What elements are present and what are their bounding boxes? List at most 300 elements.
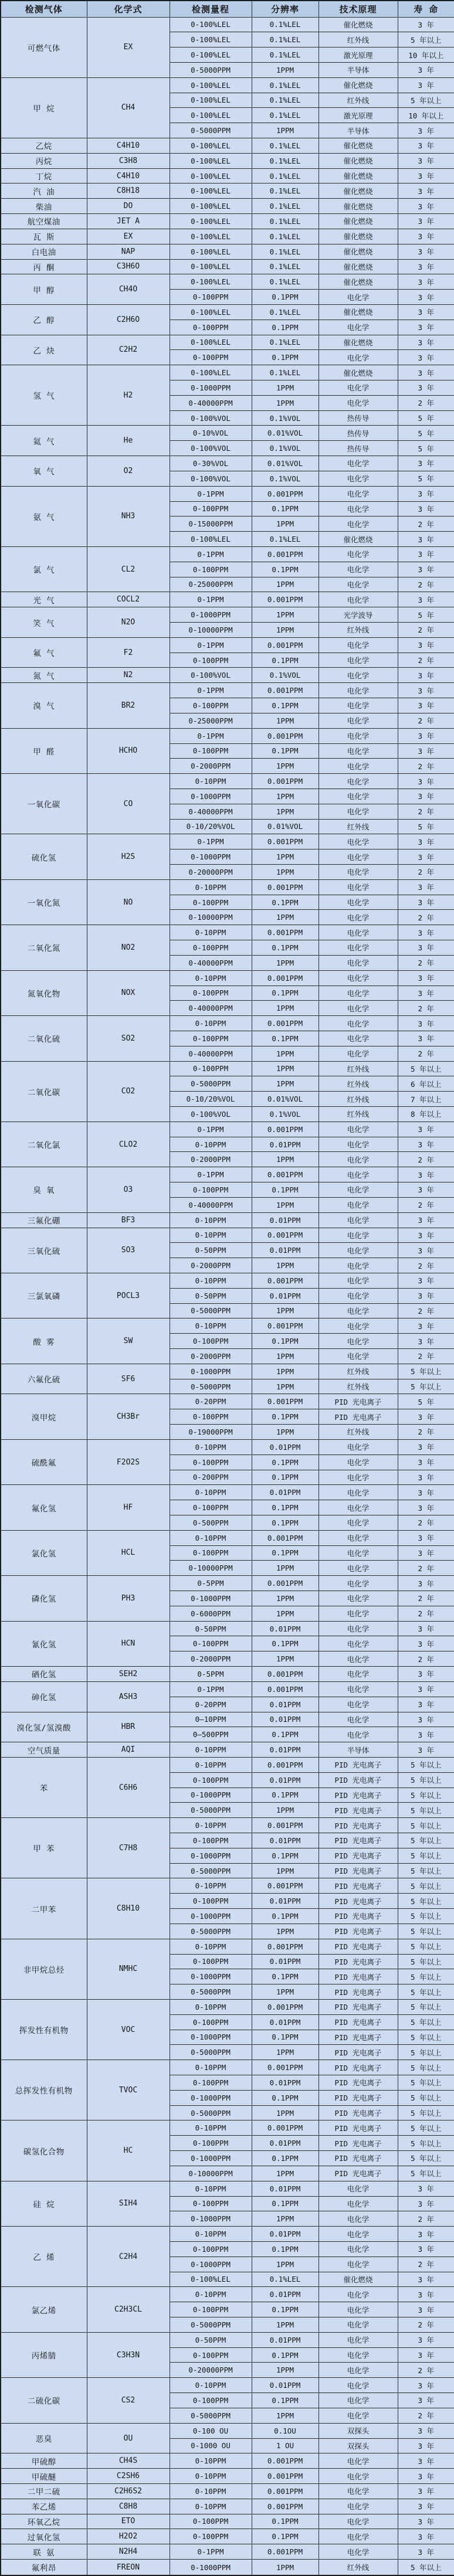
resolution-cell: 1PPM xyxy=(252,2256,319,2272)
gas-cell: 白电油 xyxy=(1,244,87,259)
resolution-cell: 0.001PPM xyxy=(252,2453,319,2469)
principle-cell: PID 光电离子 xyxy=(319,1984,398,2000)
range-cell: 0-100PPM xyxy=(170,1954,252,1969)
formula-cell: F2O2S xyxy=(87,1439,170,1484)
resolution-cell: 1PPM xyxy=(252,1923,319,1939)
resolution-cell: 0.001PPM xyxy=(252,546,319,562)
life-cell: 5 年以上 xyxy=(398,2075,454,2091)
life-cell: 3 年 xyxy=(398,849,454,865)
table-row xyxy=(1,2181,454,2196)
table-row xyxy=(1,2287,454,2302)
formula-cell: SO3 xyxy=(87,1228,170,1273)
range-cell: 0-100%LEL xyxy=(170,153,252,168)
life-cell: 3 年 xyxy=(398,774,454,789)
principle-cell: 电化学 xyxy=(319,2256,398,2272)
principle-cell: 催化燃烧 xyxy=(319,244,398,259)
principle-cell: 电化学 xyxy=(319,879,398,895)
life-cell: 3 年 xyxy=(398,728,454,743)
resolution-cell: 0.1PPM xyxy=(252,501,319,516)
resolution-cell: 0.1PPM xyxy=(252,2393,319,2408)
resolution-cell: 0.1%LEL xyxy=(252,532,319,547)
table-row xyxy=(1,834,454,849)
life-cell: 2 年 xyxy=(398,2363,454,2378)
range-cell: 0-100PPM xyxy=(170,1500,252,1515)
range-cell: 0-100PPM xyxy=(170,1334,252,1349)
table-row xyxy=(1,2560,454,2576)
life-cell: 3 年 xyxy=(398,229,454,244)
resolution-cell: 1PPM xyxy=(252,1001,319,1016)
principle-cell: 催化燃烧 xyxy=(319,214,398,229)
resolution-cell: 0.001PPM xyxy=(252,637,319,653)
life-cell: 5 年以上 xyxy=(398,1878,454,1894)
formula-cell: PH3 xyxy=(87,1576,170,1621)
gas-cell: 氨 气 xyxy=(1,486,87,546)
gas-cell: 硫酰氟 xyxy=(1,1439,87,1484)
range-cell: 0-40000PPM xyxy=(170,395,252,410)
range-cell: 0-2000PPM xyxy=(170,1258,252,1273)
principle-cell: 电化学 xyxy=(319,1515,398,1530)
formula-cell: CO2 xyxy=(87,1061,170,1122)
range-cell: 0-100%LEL xyxy=(170,304,252,320)
table-row xyxy=(1,2544,454,2560)
life-cell: 3 年 xyxy=(398,138,454,154)
principle-cell: 催化燃烧 xyxy=(319,259,398,274)
table-row xyxy=(1,304,454,320)
resolution-cell: 0.1%LEL xyxy=(252,183,319,199)
range-cell: 0-1000PPM xyxy=(170,1591,252,1606)
resolution-cell: 0.1%VOL xyxy=(252,410,319,426)
table-row xyxy=(1,1818,454,1833)
resolution-cell: 1PPM xyxy=(252,865,319,880)
gas-cell: 空气质量 xyxy=(1,1742,87,1758)
life-cell: 3 年 xyxy=(398,168,454,183)
principle-cell: 电化学 xyxy=(319,1470,398,1485)
resolution-cell: 0.001PPM xyxy=(252,879,319,895)
life-cell: 2 年 xyxy=(398,713,454,728)
resolution-cell: 0.01PPM xyxy=(252,1137,319,1152)
resolution-cell: 0.001PPM xyxy=(252,1667,319,1682)
resolution-cell: 1PPM xyxy=(252,2211,319,2227)
principle-cell: PID 光电离子 xyxy=(319,2045,398,2060)
range-cell: 0-1PPM xyxy=(170,834,252,849)
life-cell: 5 年以上 xyxy=(398,1954,454,1969)
life-cell: 3 年 xyxy=(398,62,454,77)
resolution-cell: 0.1PPM xyxy=(252,1727,319,1742)
life-cell: 3 年 xyxy=(398,456,454,471)
range-cell: 0-15000PPM xyxy=(170,516,252,532)
table-row xyxy=(1,2378,454,2393)
life-cell: 3 年 xyxy=(398,2241,454,2256)
resolution-cell: 1PPM xyxy=(252,2363,319,2378)
formula-cell: C2H3CL xyxy=(87,2287,170,2332)
life-cell: 3 年 xyxy=(398,2393,454,2408)
resolution-cell: 0.1%LEL xyxy=(252,138,319,154)
life-cell: 3 年 xyxy=(398,1137,454,1152)
table-row xyxy=(1,2483,454,2499)
principle-cell: 电化学 xyxy=(319,1137,398,1152)
resolution-cell: 0.001PPM xyxy=(252,1318,319,1334)
range-cell: 0-20000PPM xyxy=(170,865,252,880)
range-cell: 0-10PPM xyxy=(170,970,252,985)
life-cell: 3 年 xyxy=(398,2181,454,2196)
principle-cell: 红外线 xyxy=(319,2560,398,2576)
principle-cell: 电化学 xyxy=(319,456,398,471)
resolution-cell: 1PPM xyxy=(252,2560,319,2576)
range-cell: 0-100%VOL xyxy=(170,668,252,683)
formula-cell: C2H4 xyxy=(87,2227,170,2287)
range-cell: 0-100PPM xyxy=(170,1772,252,1787)
table-row xyxy=(1,1742,454,1758)
resolution-cell: 0.1%LEL xyxy=(252,93,319,108)
principle-cell: PID 光电离子 xyxy=(319,1803,398,1818)
table-row xyxy=(1,1621,454,1636)
life-cell: 3 年 xyxy=(398,1454,454,1470)
formula-cell: CO xyxy=(87,774,170,834)
table-row xyxy=(1,1485,454,1500)
life-cell: 2 年 xyxy=(398,2408,454,2423)
principle-cell: PID 光电离子 xyxy=(319,2060,398,2075)
principle-cell: 电化学 xyxy=(319,1167,398,1182)
range-cell: 0-1000PPM xyxy=(170,2256,252,2272)
range-cell: 0-1PPM xyxy=(170,1122,252,1137)
principle-cell: 电化学 xyxy=(319,1243,398,1258)
resolution-cell: 1PPM xyxy=(252,1152,319,1167)
range-cell: 0-10PPM xyxy=(170,1485,252,1500)
principle-cell: 红外线 xyxy=(319,1107,398,1122)
gas-cell: 甲硫醇 xyxy=(1,2453,87,2469)
range-cell: 0-100%VOL xyxy=(170,410,252,426)
life-cell: 2 年 xyxy=(398,1425,454,1440)
life-cell: 5 年以上 xyxy=(398,1833,454,1848)
life-cell: 3 年 xyxy=(398,1031,454,1046)
life-cell: 3 年 xyxy=(398,1742,454,1758)
resolution-cell: 0.1PPM xyxy=(252,1969,319,1984)
range-cell: 0-25000PPM xyxy=(170,713,252,728)
life-cell: 3 年 xyxy=(398,2438,454,2453)
life-cell: 5 年以上 xyxy=(398,2060,454,2075)
life-cell: 2 年 xyxy=(398,2317,454,2333)
principle-cell: 催化燃烧 xyxy=(319,532,398,547)
life-cell: 3 年 xyxy=(398,1016,454,1031)
range-cell: 0-100PPM xyxy=(170,1061,252,1076)
table-row xyxy=(1,1273,454,1288)
principle-cell: 电化学 xyxy=(319,743,398,759)
principle-cell: 电化学 xyxy=(319,1212,398,1228)
principle-cell: 电化学 xyxy=(319,1712,398,1727)
range-cell: 0-2000PPM xyxy=(170,759,252,774)
life-cell: 5 年 xyxy=(398,471,454,486)
life-cell: 3 年 xyxy=(398,1182,454,1198)
resolution-cell: 0.001PPM xyxy=(252,1394,319,1409)
principle-cell: PID 光电离子 xyxy=(319,2075,398,2091)
resolution-cell: 0.1PPM xyxy=(252,1409,319,1425)
formula-cell: C2SH6 xyxy=(87,2469,170,2484)
gas-cell: 氟利昂 xyxy=(1,2560,87,2576)
gas-cell: 航空煤油 xyxy=(1,214,87,229)
table-row xyxy=(1,1016,454,1031)
gas-cell: 乙 醇 xyxy=(1,304,87,335)
resolution-cell: 0.1PPM xyxy=(252,940,319,956)
life-cell: 3 年 xyxy=(398,259,454,274)
range-cell: 0-100PPM xyxy=(170,895,252,910)
resolution-cell: 0.01PPM xyxy=(252,1712,319,1727)
formula-cell: HCL xyxy=(87,1530,170,1575)
range-cell: 0-1PPM xyxy=(170,546,252,562)
principle-cell: 催化燃烧 xyxy=(319,138,398,154)
resolution-cell: 0.1%LEL xyxy=(252,304,319,320)
principle-cell: 电化学 xyxy=(319,1727,398,1742)
resolution-cell: 0.001PPM xyxy=(252,1818,319,1833)
life-cell: 3 年 xyxy=(398,895,454,910)
resolution-cell: 0.1PPM xyxy=(252,1470,319,1485)
gas-cell: 六氟化硫 xyxy=(1,1364,87,1394)
formula-cell: F2 xyxy=(87,637,170,668)
table-row xyxy=(1,1712,454,1727)
range-cell: 0-100%LEL xyxy=(170,274,252,290)
gas-cell: 氟 气 xyxy=(1,637,87,668)
resolution-cell: 0.1PPM xyxy=(252,2030,319,2045)
table-row xyxy=(1,546,454,562)
resolution-cell: 1PPM xyxy=(252,577,319,592)
principle-cell: 电化学 xyxy=(319,577,398,592)
range-cell: 0-30%VOL xyxy=(170,456,252,471)
range-cell: 0-5000PPM xyxy=(170,1984,252,2000)
table-row xyxy=(1,2120,454,2136)
principle-cell: 电化学 xyxy=(319,668,398,683)
life-cell: 3 年 xyxy=(398,335,454,350)
principle-cell: 电化学 xyxy=(319,486,398,501)
principle-cell: 电化学 xyxy=(319,320,398,335)
gas-cell: 氯 气 xyxy=(1,546,87,592)
life-cell: 5 年以上 xyxy=(398,2045,454,2060)
range-cell: 0-2000PPM xyxy=(170,1651,252,1667)
range-cell: 0-10PPM xyxy=(170,2181,252,2196)
range-cell: 0-1000PPM xyxy=(170,1848,252,1863)
range-cell: 0-5000PPM xyxy=(170,2105,252,2120)
life-cell: 3 年 xyxy=(398,2347,454,2363)
formula-cell: CH4S xyxy=(87,2453,170,2469)
resolution-cell: 1PPM xyxy=(252,1379,319,1394)
range-cell: 0-20PPM xyxy=(170,1394,252,1409)
formula-cell: NO2 xyxy=(87,925,170,970)
principle-cell: 电化学 xyxy=(319,955,398,970)
range-cell: 0-100%LEL xyxy=(170,108,252,123)
range-cell: 0-50PPM xyxy=(170,1243,252,1258)
life-cell: 2 年 xyxy=(398,1001,454,1016)
life-cell: 3 年 xyxy=(398,1334,454,1349)
range-cell: 0-10PPM xyxy=(170,774,252,789)
resolution-cell: 1PPM xyxy=(252,713,319,728)
life-cell: 3 年 xyxy=(398,532,454,547)
formula-cell: O3 xyxy=(87,1167,170,1212)
resolution-cell: 1PPM xyxy=(252,1258,319,1273)
resolution-cell: 0.001PPM xyxy=(252,2060,319,2075)
principle-cell: 电化学 xyxy=(319,2393,398,2408)
range-cell: 0-5000PPM xyxy=(170,2317,252,2333)
principle-cell: 电化学 xyxy=(319,925,398,940)
principle-cell: 催化燃烧 xyxy=(319,77,398,93)
life-cell: 5 年以上 xyxy=(398,2136,454,2151)
principle-cell: 电化学 xyxy=(319,637,398,653)
life-cell: 5 年以上 xyxy=(398,1999,454,2014)
life-cell: 2 年 xyxy=(398,623,454,638)
resolution-cell: 1PPM xyxy=(252,1651,319,1667)
gas-cell: 氟化氢 xyxy=(1,1485,87,1530)
range-cell: 0-100%VOL xyxy=(170,1107,252,1122)
life-cell: 3 年 xyxy=(398,834,454,849)
resolution-cell: 0.001PPM xyxy=(252,2469,319,2484)
principle-cell: 电化学 xyxy=(319,592,398,607)
life-cell: 3 年 xyxy=(398,1288,454,1303)
principle-cell: 红外线 xyxy=(319,819,398,834)
life-cell: 3 年 xyxy=(398,183,454,199)
table-row xyxy=(1,2529,454,2544)
resolution-cell: 0.001PPM xyxy=(252,774,319,789)
principle-cell: 电化学 xyxy=(319,2378,398,2393)
principle-cell: 电化学 xyxy=(319,350,398,365)
life-cell: 2 年 xyxy=(398,2256,454,2272)
principle-cell: PID 光电离子 xyxy=(319,1394,398,1409)
range-cell: 0-1PPM xyxy=(170,1681,252,1697)
resolution-cell: 0.001PPM xyxy=(252,925,319,940)
table-row xyxy=(1,1999,454,2014)
range-cell: 0-1PPM xyxy=(170,1167,252,1182)
principle-cell: 电化学 xyxy=(319,910,398,925)
formula-cell: CL2 xyxy=(87,546,170,592)
life-cell: 3 年 xyxy=(398,17,454,32)
gas-cell: 三氯氧磷 xyxy=(1,1273,87,1318)
table-row xyxy=(1,426,454,441)
principle-cell: PID 光电离子 xyxy=(319,1999,398,2014)
life-cell: 2 年 xyxy=(398,1561,454,1576)
range-cell: 0-100 OU xyxy=(170,2423,252,2438)
formula-cell: CH3Br xyxy=(87,1394,170,1439)
range-cell: 0-1PPM xyxy=(170,728,252,743)
resolution-cell: 0.001PPM xyxy=(252,1016,319,1031)
range-cell: 0-5000PPM xyxy=(170,1923,252,1939)
life-cell: 3 年 xyxy=(398,153,454,168)
life-cell: 3 年 xyxy=(398,486,454,501)
life-cell: 3 年 xyxy=(398,2499,454,2514)
range-cell: 0-20PPM xyxy=(170,1697,252,1712)
resolution-cell: 1PPM xyxy=(252,1803,319,1818)
formula-cell: COCL2 xyxy=(87,592,170,607)
life-cell: 3 年 xyxy=(398,1697,454,1712)
life-cell: 3 年 xyxy=(398,123,454,138)
formula-cell: JET A xyxy=(87,214,170,229)
life-cell: 5 年以上 xyxy=(398,2166,454,2181)
range-cell: 0-10000PPM xyxy=(170,910,252,925)
formula-cell: O2 xyxy=(87,456,170,487)
principle-cell: 电化学 xyxy=(319,546,398,562)
life-cell: 2 年 xyxy=(398,1258,454,1273)
range-cell: 0-1000PPM xyxy=(170,2211,252,2227)
principle-cell: 电化学 xyxy=(319,1334,398,1349)
gas-cell: 氦 气 xyxy=(1,426,87,456)
range-cell: 0-1000PPM xyxy=(170,1787,252,1803)
range-cell: 0-10PPM xyxy=(170,2120,252,2136)
principle-cell: PID 光电离子 xyxy=(319,2120,398,2136)
life-cell: 3 年 xyxy=(398,1621,454,1636)
range-cell: 0-100PPM xyxy=(170,1545,252,1561)
resolution-cell: 0.1%LEL xyxy=(252,77,319,93)
resolution-cell: 1PPM xyxy=(252,2045,319,2060)
range-cell: 0-10%VOL xyxy=(170,426,252,441)
range-cell: 0-100PPM xyxy=(170,2075,252,2091)
principle-cell: 催化燃烧 xyxy=(319,2272,398,2287)
resolution-cell: 0.1PPM xyxy=(252,1454,319,1470)
table-row xyxy=(1,214,454,229)
resolution-cell: 1PPM xyxy=(252,804,319,819)
range-cell: 0-10PPM xyxy=(170,1530,252,1545)
principle-cell: 电化学 xyxy=(319,501,398,516)
formula-cell: CH4O xyxy=(87,274,170,305)
principle-cell: 催化燃烧 xyxy=(319,304,398,320)
principle-cell: 电化学 xyxy=(319,759,398,774)
range-cell: 0-10PPM xyxy=(170,925,252,940)
life-cell: 2 年 xyxy=(398,1152,454,1167)
formula-cell: TVOC xyxy=(87,2060,170,2120)
resolution-cell: 0.1PPM xyxy=(252,290,319,305)
gas-cell: 溴甲烷 xyxy=(1,1394,87,1439)
resolution-cell: 0.1PPM xyxy=(252,350,319,365)
formula-cell: DO xyxy=(87,199,170,214)
formula-cell: OU xyxy=(87,2423,170,2453)
resolution-cell: 0.01PPM xyxy=(252,1742,319,1758)
formula-cell: SIH4 xyxy=(87,2181,170,2226)
gas-cell: 砷化氢 xyxy=(1,1681,87,1712)
formula-cell: AQI xyxy=(87,1742,170,1758)
gas-cell: 环氧乙烷 xyxy=(1,2514,87,2529)
principle-cell: 催化燃烧 xyxy=(319,229,398,244)
principle-cell: 电化学 xyxy=(319,2287,398,2302)
life-cell: 5 年以上 xyxy=(398,1894,454,1909)
principle-cell: 电化学 xyxy=(319,2196,398,2211)
range-cell: 0-100%LEL xyxy=(170,77,252,93)
range-cell: 0-40000PPM xyxy=(170,955,252,970)
principle-cell: 激光原理 xyxy=(319,47,398,63)
principle-cell: 电化学 xyxy=(319,2347,398,2363)
range-cell: 0-100PPM xyxy=(170,1182,252,1198)
life-cell: 10 年以上 xyxy=(398,47,454,63)
resolution-cell: 0.1PPM xyxy=(252,2196,319,2211)
resolution-cell: 1PPM xyxy=(252,623,319,638)
resolution-cell: 0.01PPM xyxy=(252,1772,319,1787)
table-row xyxy=(1,2499,454,2514)
range-cell: 0-40000PPM xyxy=(170,1001,252,1016)
resolution-cell: 1PPM xyxy=(252,910,319,925)
principle-cell: 电化学 xyxy=(319,1273,398,1288)
gas-cell: 磷化氢 xyxy=(1,1576,87,1621)
gas-cell: 三氧化硫 xyxy=(1,1228,87,1273)
gas-cell: 丙烯腈 xyxy=(1,2332,87,2377)
resolution-cell: 1PPM xyxy=(252,380,319,396)
principle-cell: 电化学 xyxy=(319,1681,398,1697)
principle-cell: 电化学 xyxy=(319,1318,398,1334)
life-cell: 2 年 xyxy=(398,1651,454,1667)
life-cell: 2 年 xyxy=(398,577,454,592)
table-row xyxy=(1,456,454,471)
principle-cell: 半导体 xyxy=(319,62,398,77)
life-cell: 3 年 xyxy=(398,274,454,290)
resolution-cell: 1 OU xyxy=(252,2438,319,2453)
resolution-cell: 1PPM xyxy=(252,1046,319,1061)
life-cell: 2 年 xyxy=(398,1349,454,1364)
table-row xyxy=(1,1530,454,1545)
resolution-cell: 0.01PPM xyxy=(252,2136,319,2151)
life-cell: 3 年 xyxy=(398,2469,454,2484)
resolution-cell: 0.1%VOL xyxy=(252,668,319,683)
